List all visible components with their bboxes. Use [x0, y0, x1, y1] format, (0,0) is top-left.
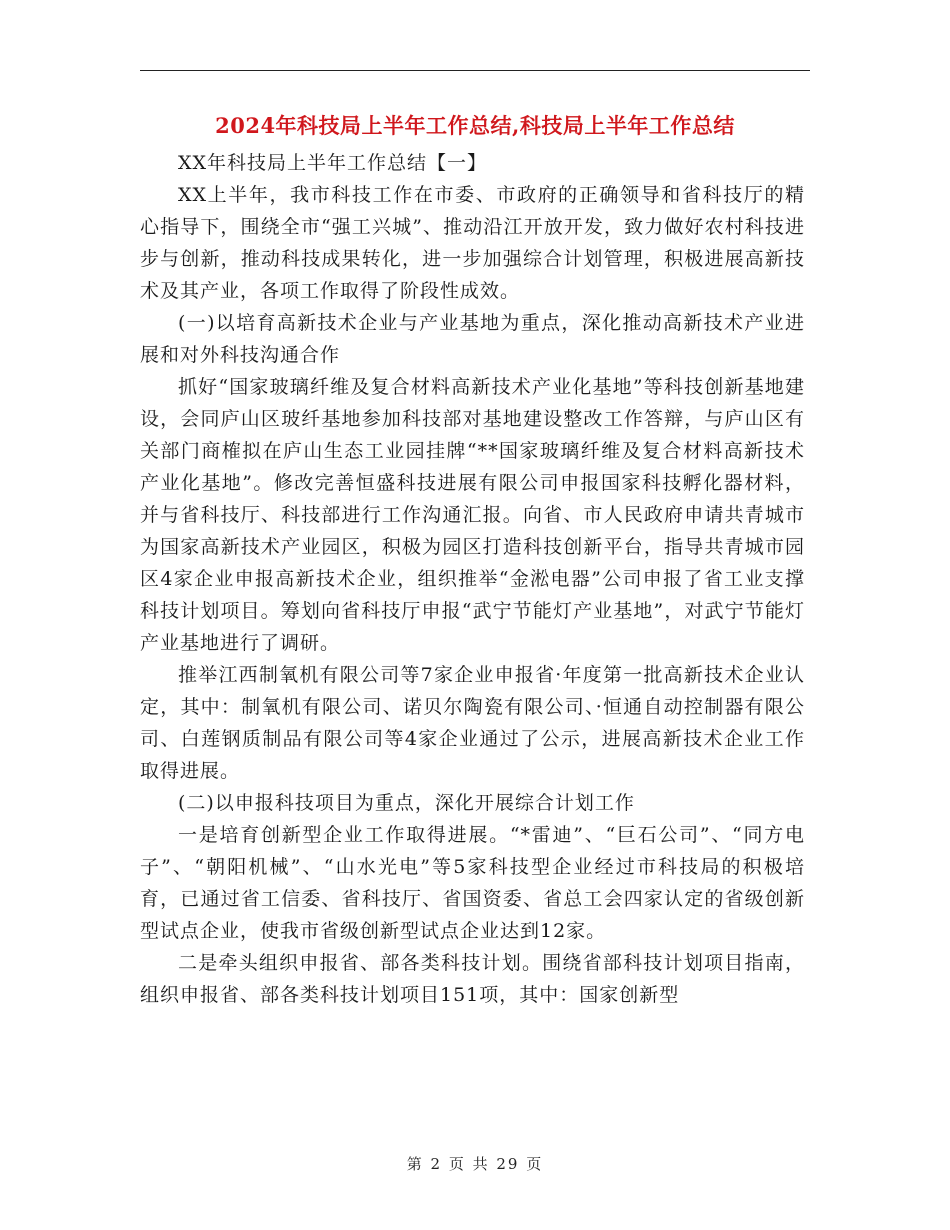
page-number: 第 2 页 共 29 页	[406, 1155, 544, 1173]
paragraph: 一是培育创新型企业工作取得进展。“*雷迪”、“巨石公司”、“同方电子”、“朝阳机械”、“山水光电”等5家科技型企业经过市科技局的积极培育，已通过省工信委、省科技厅、省国资委、省总工会四家认定的省级创新型试点企业，使我市省级创新型试点企业达到12家。	[140, 824, 805, 942]
subsection-heading: (二)以申报科技项目为重点，深化开展综合计划工作	[178, 792, 635, 814]
subsection-heading: (一)以培育高新技术企业与产业基地为重点，深化推动高新技术产业进展和对外科技沟通合作	[140, 312, 805, 366]
paragraph: 推举江西制氧机有限公司等7家企业申报省·年度第一批高新技术企业认定，其中：制氧机有限公司、诺贝尔陶瓷有限公司、·恒通自动控制器有限公司、白莲钢质制品有限公司等4家企业通过了公示，进展高新技术企业工作取得进展。	[140, 664, 805, 782]
header-rule	[140, 70, 810, 71]
section-heading: XX年科技局上半年工作总结【一】	[178, 152, 488, 174]
paragraph: 二是牵头组织申报省、部各类科技计划。围绕省部科技计划项目指南，组织申报省、部各类科技计划项目151项，其中：国家创新型	[140, 952, 805, 1006]
document-body	[140, 147, 805, 1011]
paragraph: 抓好“国家玻璃纤维及复合材料高新技术产业化基地”等科技创新基地建设，会同庐山区玻纤基地参加科技部对基地建设整改工作答辩，与庐山区有关部门商榷拟在庐山生态工业园挂牌“**国家玻璃纤维及复合材料高新技术产业化基地”。修改完善恒盛科技进展有限公司申报国家科技孵化器材料，并与省科技厅、科技部进行工作沟通汇报。向省、市人民政府申请共青城市为国家高新技术产业园区，积极为园区打造科技创新平台，指导共青城市园区4家企业申报高新技术企业，组织推举“金淞电器”公司申报了省工业支撑科技计划项目。筹划向省科技厅申报“武宁节能灯产业基地”，对武宁节能灯产业基地进行了调研。	[140, 376, 805, 654]
document-title: 2024年科技局上半年工作总结,科技局上半年工作总结	[215, 113, 735, 138]
paragraph: XX上半年，我市科技工作在市委、市政府的正确领导和省科技厅的精心指导下，围绕全市“强工兴城”、推动沿江开放开发，致力做好农村科技进步与创新，推动科技成果转化，进一步加强综合计划管理，积极进展高新技术及其产业，各项工作取得了阶段性成效。	[140, 184, 805, 302]
